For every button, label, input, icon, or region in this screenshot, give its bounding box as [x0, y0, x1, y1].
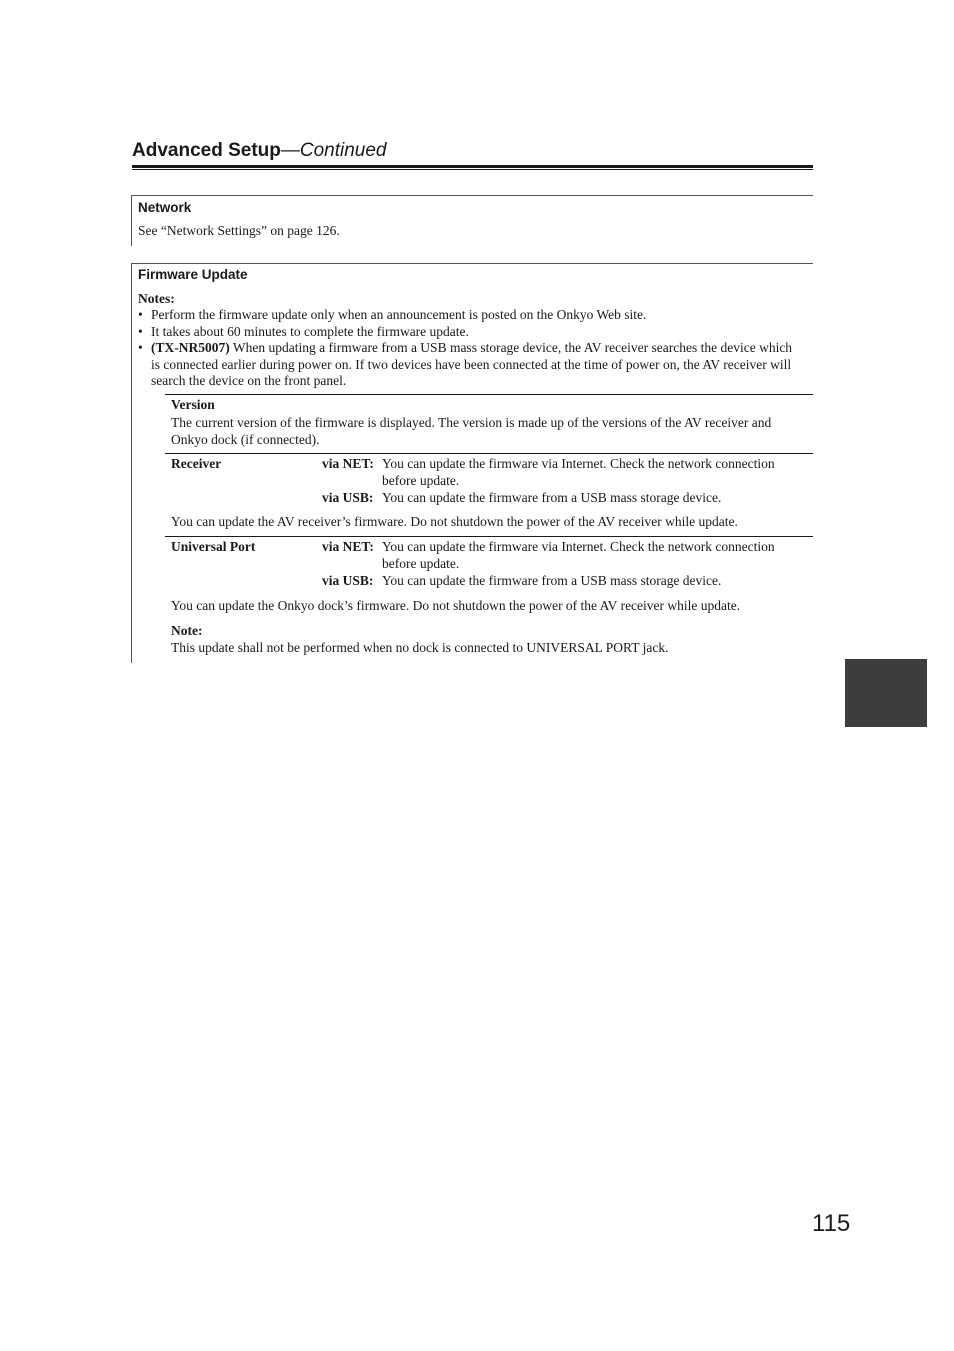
universal-port-via-usb-label: via USB:: [322, 573, 374, 588]
receiver-rule: [165, 453, 813, 454]
universal-port-via-usb-text: You can update the firmware from a USB mass storage device.: [382, 573, 722, 588]
page-title-main: Advanced Setup: [132, 140, 281, 161]
receiver-via-net-text: You can update the firmware via Internet. Check the network connection before update.: [382, 456, 775, 488]
receiver-via-net-label: via NET:: [322, 456, 374, 471]
model-tag: (TX-NR5007): [151, 340, 230, 355]
universal-port-label: Universal Port: [171, 539, 256, 554]
page-title-continued: —Continued: [280, 140, 387, 161]
version-rule: [165, 394, 813, 395]
receiver-via-usb-label: via USB:: [322, 490, 374, 505]
universal-port-rule: [165, 536, 813, 537]
universal-port-via-net-label: via NET:: [322, 539, 374, 554]
receiver-description: You can update the AV receiver’s firmware. Do not shutdown the power of the AV receiver while update.: [171, 514, 738, 529]
universal-port-description: You can update the Onkyo dock’s firmware. Do not shutdown the power of the AV receiver while update.: [171, 598, 741, 613]
firmware-section-left-rule: [131, 263, 132, 663]
universal-port-note-label: Note:: [171, 623, 203, 638]
firmware-section-top-rule: [131, 263, 813, 264]
firmware-heading: Firmware Update: [138, 267, 248, 282]
network-heading: Network: [138, 200, 192, 215]
note-item: • It takes about 60 minutes to complete the firmware update.: [138, 323, 469, 339]
network-section-left-rule: [131, 195, 132, 246]
version-description: The current version of the firmware is displayed. The version is made up of the versions of the AV receiver and Onkyo dock (if connected).: [171, 415, 772, 447]
bullet-icon: •: [138, 323, 143, 339]
page-number: 115: [812, 1210, 851, 1237]
header-rule: [132, 165, 813, 168]
notes-list: [138, 307, 813, 390]
universal-port-via-net-text: You can update the firmware via Internet. Check the network connection before update.: [382, 539, 775, 571]
version-label: Version: [171, 397, 215, 412]
note-item: • Perform the firmware update only when an announcement is posted on the Onkyo Web site.: [138, 307, 647, 322]
network-section-top-rule: [131, 195, 813, 196]
receiver-label: Receiver: [171, 456, 222, 471]
header-rule-thin: [132, 169, 813, 170]
note-item: • (TX-NR5007) When updating a firmware from a USB mass storage device, the AV receiver searches the device which is connected earlier during power on. If two devices have been connected at the time of power on, the AV receiver will search the device on the front panel.: [138, 340, 793, 388]
notes-label: Notes:: [138, 291, 175, 306]
network-reference-text: See “Network Settings” on page 126.: [138, 223, 340, 238]
section-tab-marker: [845, 659, 927, 727]
universal-port-note-text: This update shall not be performed when no dock is connected to UNIVERSAL PORT jack.: [171, 640, 669, 655]
page-title: [132, 140, 387, 162]
bullet-icon: •: [138, 340, 143, 355]
receiver-via-usb-text: You can update the firmware from a USB mass storage device.: [382, 490, 722, 505]
bullet-icon: •: [138, 307, 143, 322]
